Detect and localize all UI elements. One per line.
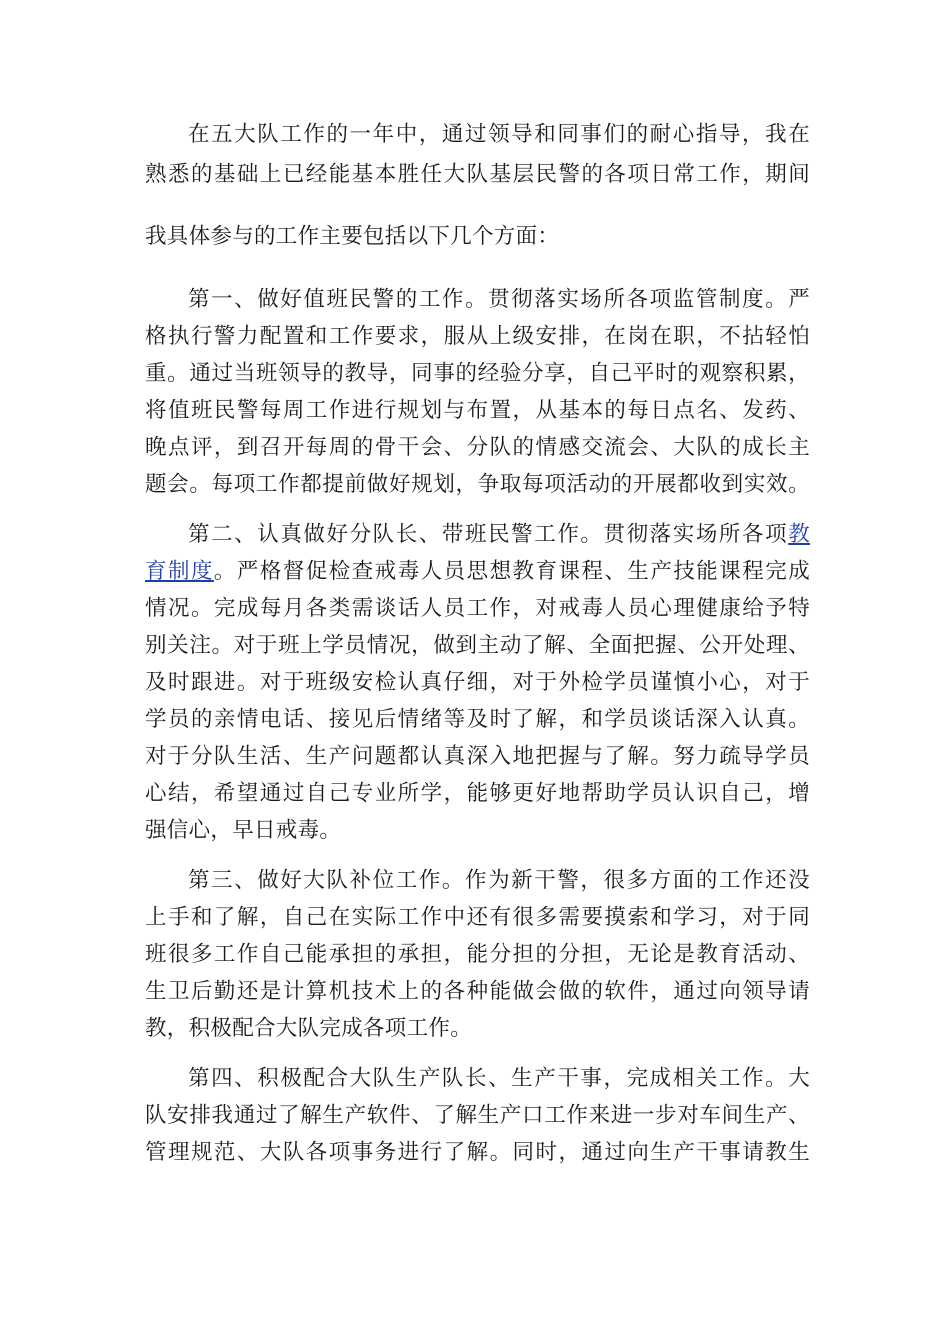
education-system-link-part1[interactable]: 教	[788, 522, 810, 547]
section1-line-3: 重。通过当班领导的教导，同事的经验分享，自己平时的观察积累，	[145, 361, 810, 386]
section2-line-6: 学员的亲情电话、接见后情绪等及时了解，和学员谈话深入认真。	[145, 707, 810, 732]
section1-line-5: 晚点评，到召开每周的骨干会、分队的情感交流会、大队的成长主	[145, 435, 810, 460]
section4-line-1: 第四、积极配合大队生产队长、生产干事，完成相关工作。大	[188, 1066, 810, 1091]
section1-line-1: 第一、做好值班民警的工作。贯彻落实场所各项监管制度。严	[188, 287, 810, 312]
education-system-link-part2[interactable]: 育制度	[145, 559, 214, 584]
section2-line-7: 对于分队生活、生产问题都认真深入地把握与了解。努力疏导学员	[145, 744, 810, 769]
section4-line-3: 管理规范、大队各项事务进行了解。同时，通过向生产干事请教生	[145, 1140, 810, 1165]
section2-line-8: 心结，希望通过自己专业所学，能够更好地帮助学员认识自己，增	[145, 781, 810, 806]
section2-line-2	[145, 557, 810, 587]
section3-line-1: 第三、做好大队补位工作。作为新干警，很多方面的工作还没	[188, 868, 810, 893]
section2-line-9: 强信心，早日戒毒。	[145, 818, 342, 843]
section2-line-4: 别关注。对于班上学员情况，做到主动了解、全面把握、公开处理、	[145, 633, 810, 658]
section2-line-1	[188, 520, 810, 550]
section3-line-5: 教，积极配合大队完成各项工作。	[145, 1016, 473, 1041]
section4-line-2: 队安排我通过了解生产软件、了解生产口工作来进一步对车间生产、	[145, 1103, 810, 1128]
section1-line-6: 题会。每项工作都提前做好规划，争取每项活动的开展都收到实效。	[145, 472, 810, 497]
intro-line-3: 我具体参与的工作主要包括以下几个方面：	[145, 224, 560, 249]
section3-line-4: 生卫后勤还是计算机技术上的各种能做会做的软件，通过向领导请	[145, 979, 810, 1004]
section3-line-3: 班很多工作自己能承担的承担，能分担的分担，无论是教育活动、	[145, 942, 810, 967]
section2-line-2-text: 。严格督促检查戒毒人员思想教育课程、生产技能课程完成	[213, 559, 810, 584]
section2-line-5: 及时跟进。对于班级安检认真仔细，对于外检学员谨慎小心，对于	[145, 670, 810, 695]
section3-line-2: 上手和了解，自己在实际工作中还有很多需要摸索和学习，对于同	[145, 905, 810, 930]
section2-line-1-text: 第二、认真做好分队长、带班民警工作。贯彻落实场所各项	[188, 522, 789, 547]
section2-line-3: 情况。完成每月各类需谈话人员工作，对戒毒人员心理健康给予特	[145, 596, 810, 621]
intro-line-1: 在五大队工作的一年中，通过领导和同事们的耐心指导，我在	[188, 122, 810, 147]
intro-line-2: 熟悉的基础上已经能基本胜任大队基层民警的各项日常工作，期间	[145, 162, 810, 187]
section1-line-4: 将值班民警每周工作进行规划与布置，从基本的每日点名、发药、	[145, 398, 810, 423]
section1-line-2: 格执行警力配置和工作要求，服从上级安排，在岗在职，不拈轻怕	[145, 324, 810, 349]
